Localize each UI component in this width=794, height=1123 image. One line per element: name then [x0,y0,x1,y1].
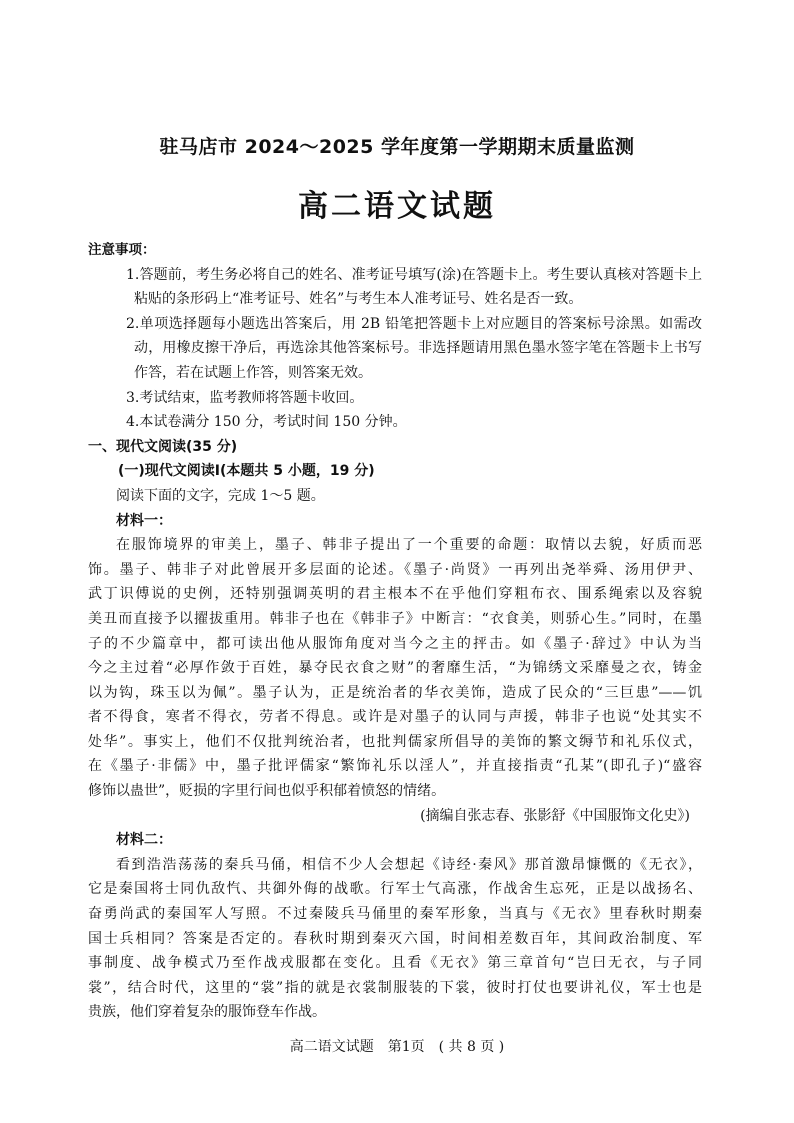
material-line: 今之主过着“必厚作敛于百姓，暴夺民衣食之财”的奢靡生活，“为锦绣文采靡曼之衣，铸金 [88,660,702,677]
reading-instruction: 阅读下面的文字，完成 1～5 题。 [116,487,325,504]
material-line: 事制度、战争模式乃至作战戎服都在变化。且看《无衣》第三章首句“岂曰无衣，与子同 [88,955,702,972]
notice-line: 3.考试结束，监考教师将答题卡收回。 [126,389,364,406]
notice-line: 1.答题前，考生务必将自己的姓名、准考证号填写(涂)在答题卡上。考生要认真核对答题卡上 [126,266,702,283]
page-footer: 高二语文试题 第1页 ( 共 8 页 ) [289,1039,505,1055]
material-line: 奋勇尚武的秦国军人写照。不过秦陵兵马俑里的秦军形象，当真与《无衣》里春秋时期秦 [88,906,702,923]
material-line: 子的不少篇章中，都可读出他从服饰角度对当今之主的抨击。如《墨子·辞过》中认为当 [88,635,702,652]
notice-heading: 注意事项： [88,242,156,258]
exam-title-main: 驻马店市 2024～2025 学年度第一学期期末质量监测 [159,136,635,158]
material-label: 材料二： [116,832,172,849]
notice-line: 4.本试卷满分 150 分，考试时间 150 分钟。 [126,414,407,431]
material-line: 在服饰境界的审美上，墨子、韩非子提出了一个重要的命题：取情以去貌，好质而恶 [116,537,702,554]
material-line: 它是秦国将士同仇敌忾、共御外侮的战歌。行军士气高涨，作战舍生忘死，正是以战扬名、 [88,881,702,898]
material-line: 以为钩，珠玉以为佩”。墨子认为，正是统治者的华衣美饰，造成了民众的“三巨患”——饥 [88,684,702,701]
material-line: 修饰以蛊世”，贬损的字里行间也似乎积郁着愤怒的情绪。 [88,783,446,800]
material-source: (摘编自张志春、张影舒《中国服饰文化史》) [420,807,690,824]
notice-line: 作答，若在试题上作答，则答案无效。 [134,364,372,381]
material-line: 国士兵相同？答案是否定的。春秋时期到秦灭六国，时间相差数百年，其间政治制度、军 [88,930,702,947]
material-label: 材料一： [116,512,172,529]
material-line: 美丑而直接予以擢拔重用。韩非子也在《韩非子》中断言：“衣食美，则骄心生。”同时，在墨 [88,610,702,627]
material-line: 饰。墨子、韩非子对此曾展开多层面的论述。《墨子·尚贤》一再列出尧举舜、汤用伊尹、 [88,561,702,578]
exam-body [88,238,702,1025]
material-line: 处华”。事实上，他们不仅批判统治者，也批判儒家所倡导的美饰的繁文缛节和礼乐仪式， [88,733,702,750]
section-heading: 一、现代文阅读(35 分) [88,438,238,455]
material-line: 武丁识傅说的史例，还特别强调英明的君主根本不在乎他们穿粗布衣、围系绳索以及容貌 [88,586,702,603]
material-line: 者不得食，寒者不得衣，劳者不得息。或许是对墨子的认同与声援，韩非子也说“处其实不 [88,709,702,726]
material-line: 在《墨子·非儒》中，墨子批评儒家“繁饰礼乐以淫人”，并直接指责“孔某”(即孔子)“盛容 [88,758,702,775]
material-line: 贵族，他们穿着复杂的服饰登车作战。 [88,1004,326,1021]
exam-title-subject: 高二语文试题 [298,189,496,224]
notice-line: 粘贴的条形码上“准考证号、姓名”与考生本人准考证号、姓名是否一致。 [134,291,583,308]
notice-line: 2.单项选择题每小题选出答案后，用 2B 铅笔把答题卡上对应题目的答案标号涂黑。如需改 [126,315,702,332]
notice-line: 动，用橡皮擦干净后，再选涂其他答案标号。非选择题请用黑色墨水签字笔在答题卡上书写 [134,340,702,357]
material-line: 看到浩浩荡荡的秦兵马俑，相信不少人会想起《诗经·秦风》那首激昂慷慨的《无衣》， [116,856,702,873]
material-line: 裳”，结合时代，这里的“裳”指的就是衣裳制服装的下裳，彼时打仗也要讲礼仪，军士也是 [88,979,702,996]
subsection-heading: (一)现代文阅读Ⅰ(本题共 5 小题，19 分) [118,463,375,480]
